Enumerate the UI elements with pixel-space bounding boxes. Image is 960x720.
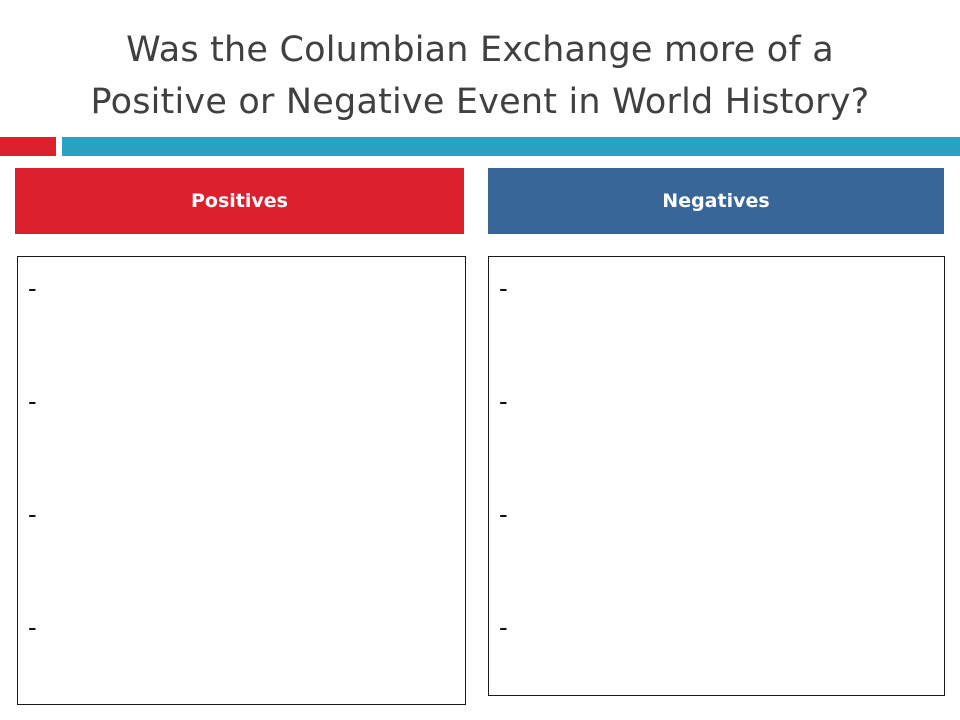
positives-list-box <box>17 256 466 705</box>
positives-header <box>15 168 464 234</box>
positives-list-item: - <box>28 386 37 416</box>
slide-title-line-2: Positive or Negative Event in World History? <box>90 82 870 122</box>
accent-bar-teal <box>62 137 960 156</box>
slide-title-line-1: Was the Columbian Exchange more of a <box>126 30 834 70</box>
negatives-list-box <box>488 256 945 696</box>
negatives-list-item: - <box>499 612 508 642</box>
positives-header-label: Positives <box>191 190 288 212</box>
positives-list-item: - <box>28 499 37 529</box>
positives-list-item: - <box>28 612 37 642</box>
accent-bar-red <box>0 137 56 156</box>
negatives-list-item: - <box>499 273 508 303</box>
positives-list-item: - <box>28 273 37 303</box>
slide-title <box>40 24 920 128</box>
negatives-list-item: - <box>499 386 508 416</box>
negatives-list-item: - <box>499 499 508 529</box>
negatives-header <box>488 168 944 234</box>
negatives-header-label: Negatives <box>662 190 770 212</box>
